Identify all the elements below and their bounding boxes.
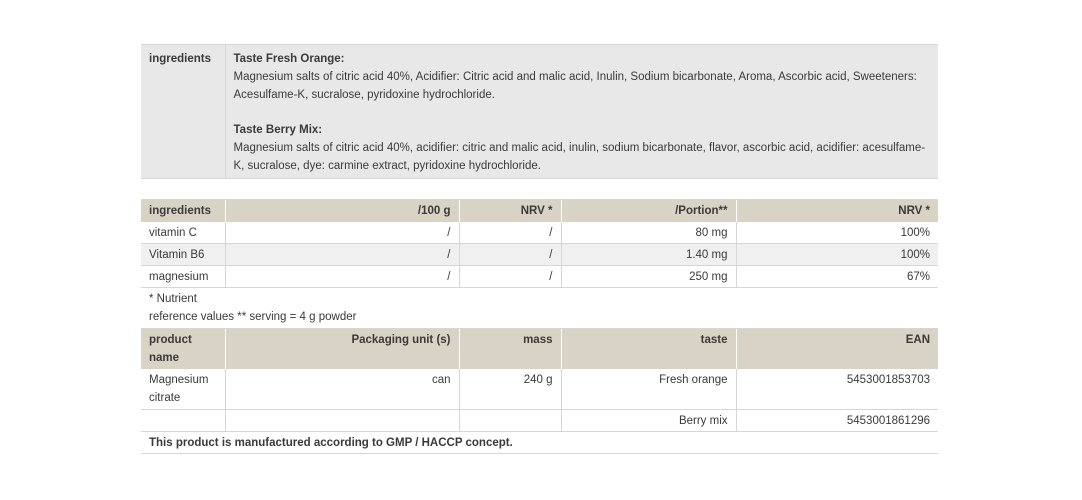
nrv-value: / bbox=[459, 266, 561, 288]
portion-value: 1.40 mg bbox=[561, 244, 736, 266]
nrv-portion-value: 67% bbox=[736, 266, 938, 288]
nutrient-name: vitamin C bbox=[141, 222, 225, 244]
ingredients-row bbox=[141, 45, 938, 179]
product-mass: 240 g bbox=[459, 369, 561, 410]
nutrition-header-row bbox=[141, 200, 938, 223]
orange-ingredients-text: Magnesium salts of citric acid 40%, Acidifier: Citric acid and malic acid, Inulin, Sodium bicarbonate, Aroma, Ascorbic acid, Sweeteners: Acesulfame-K, sucralose, pyridoxine hydrochloride. bbox=[233, 71, 917, 101]
product-header-ean: EAN bbox=[736, 329, 938, 370]
per-100g-value: / bbox=[225, 222, 459, 244]
ingredients-description bbox=[225, 45, 938, 179]
nutrition-header-per-100g: /100 g bbox=[225, 200, 459, 223]
nutrition-footnote bbox=[141, 288, 938, 329]
product-row-berry bbox=[141, 410, 938, 432]
product-taste: Berry mix bbox=[561, 410, 736, 432]
nutrition-footnote-row bbox=[141, 288, 938, 329]
per-100g-value: / bbox=[225, 266, 459, 288]
packaging-unit bbox=[225, 410, 459, 432]
nutrient-name: Vitamin B6 bbox=[141, 244, 225, 266]
product-taste: Fresh orange bbox=[561, 369, 736, 410]
nrv-value: / bbox=[459, 244, 561, 266]
product-header-packaging: Packaging unit (s) bbox=[225, 329, 459, 370]
footer-row bbox=[141, 432, 938, 454]
per-100g-value: / bbox=[225, 244, 459, 266]
berry-ingredients-text: Magnesium salts of citric acid 40%, acidifier: citric and malic acid, inulin, sodium bicarbonate, flavor, ascorbic acid, acidifier: acesulfame-K, sucralose, dye: carmine extract, pyridoxine hydrochloride. bbox=[233, 142, 926, 172]
nutrition-header-nrv-portion: NRV * bbox=[736, 200, 938, 223]
footnote-line-2: reference values ** serving = 4 g powder bbox=[149, 311, 357, 323]
product-name: Magnesium citrate bbox=[141, 369, 225, 410]
orange-taste-title: Taste Fresh Orange: bbox=[233, 53, 345, 65]
footnote-line-1: * Nutrient bbox=[149, 293, 197, 305]
portion-value: 80 mg bbox=[561, 222, 736, 244]
product-ean: 5453001861296 bbox=[736, 410, 938, 432]
nutrient-name: magnesium bbox=[141, 266, 225, 288]
nutrition-header-nrv: NRV * bbox=[459, 200, 561, 223]
product-header-taste: taste bbox=[561, 329, 736, 370]
product-info-table bbox=[141, 44, 938, 454]
product-ean: 5453001853703 bbox=[736, 369, 938, 410]
ingredients-label: ingredients bbox=[141, 45, 225, 179]
nutrition-header-portion: /Portion** bbox=[561, 200, 736, 223]
nrv-portion-value: 100% bbox=[736, 244, 938, 266]
product-name bbox=[141, 410, 225, 432]
product-header-mass: mass bbox=[459, 329, 561, 370]
spacer-row bbox=[141, 179, 938, 200]
nutrition-row-vitamin-c bbox=[141, 222, 938, 244]
nutrition-row-vitamin-b6 bbox=[141, 244, 938, 266]
nrv-portion-value: 100% bbox=[736, 222, 938, 244]
product-header-row bbox=[141, 329, 938, 370]
product-row-orange bbox=[141, 369, 938, 410]
packaging-unit: can bbox=[225, 369, 459, 410]
gmp-haccp-note: This product is manufactured according to GMP / HACCP concept. bbox=[141, 432, 938, 454]
nutrition-row-magnesium bbox=[141, 266, 938, 288]
berry-taste-title: Taste Berry Mix: bbox=[233, 124, 323, 136]
nrv-value: / bbox=[459, 222, 561, 244]
portion-value: 250 mg bbox=[561, 266, 736, 288]
product-info-sheet bbox=[141, 44, 938, 454]
nutrition-header-ingredients: ingredients bbox=[141, 200, 225, 223]
product-mass bbox=[459, 410, 561, 432]
product-header-name: product name bbox=[141, 329, 225, 370]
